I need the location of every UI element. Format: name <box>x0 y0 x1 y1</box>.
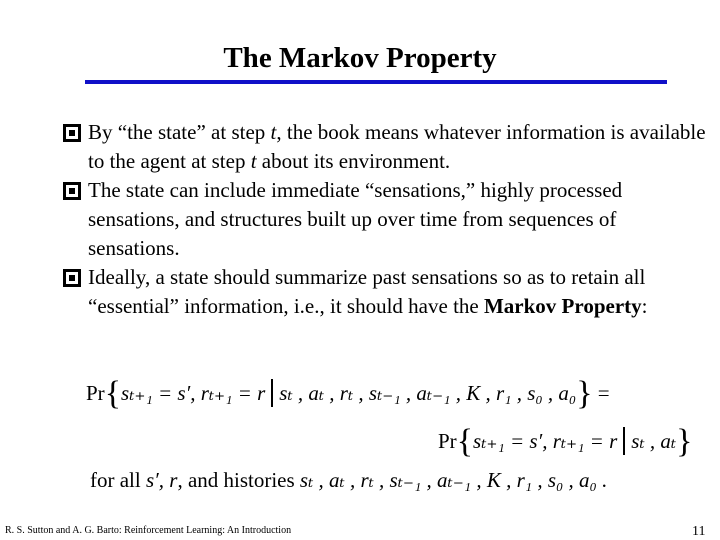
bullet-item <box>62 176 712 263</box>
footer-citation: R. S. Sutton and A. G. Barto: Reinforcement Learning: An Introduction <box>5 525 292 536</box>
markov-equation-line-3: for all s′, r, and histories sₜ , aₜ , rₜ , sₜ₋₁ , aₜ₋₁ , K , r₁ , s₀ , a₀ . <box>90 468 608 492</box>
square-bullet-icon <box>63 269 81 287</box>
bullet-text: Ideally, a state should summarize past sensations so as to retain all “essential” information, i.e., it should have the Markov Property: <box>88 265 648 318</box>
square-bullet-icon <box>63 124 81 142</box>
page-number: 11 <box>692 524 706 539</box>
markov-equation-line-1: Pr{sₜ₊₁ = s′, rₜ₊₁ = r sₜ , aₜ , rₜ , sₜ₋₁ , aₜ₋₁ , K , r₁ , s₀ , a₀} = <box>86 375 610 412</box>
slide-title: The Markov Property <box>223 42 497 74</box>
title-underline <box>85 80 667 84</box>
bullet-item <box>62 118 712 176</box>
square-bullet-icon <box>63 182 81 200</box>
conditional-bar <box>271 379 273 407</box>
bullet-item <box>62 263 712 321</box>
markov-equation-line-2: Pr{sₜ₊₁ = s′, rₜ₊₁ = r sₜ , aₜ} <box>438 423 693 460</box>
bullet-text: By “the state” at step t, the book means whatever information is available to the agent at step t about its environment. <box>88 120 706 173</box>
conditional-bar <box>623 427 625 455</box>
bullet-text: The state can include immediate “sensations,” highly processed sensations, and structures built up over time from sequences of sensations. <box>88 178 623 260</box>
bullet-list <box>62 118 712 321</box>
